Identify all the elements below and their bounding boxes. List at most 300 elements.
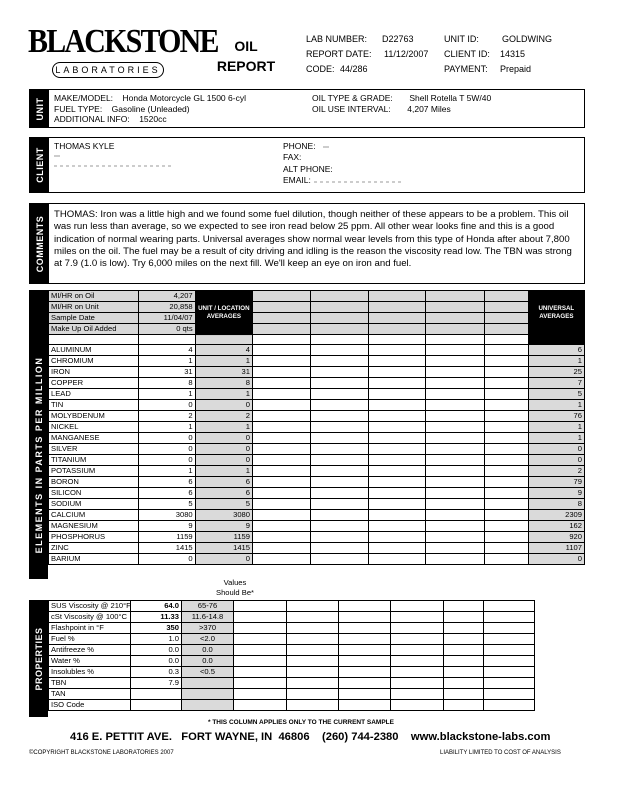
- sample-info-label: MI/HR on Unit: [49, 302, 139, 313]
- property-empty-cell: [391, 700, 444, 711]
- property-empty-cell: [484, 601, 535, 612]
- element-row: [49, 444, 585, 455]
- element-empty-cell: [368, 543, 425, 554]
- sample-info-value: 4,207: [139, 291, 195, 302]
- element-name: BARIUM: [49, 554, 139, 565]
- additional-info-label: ADDITIONAL INFO:: [54, 114, 130, 124]
- property-empty-cell: [391, 689, 444, 700]
- element-universal-avg: 25: [528, 367, 584, 378]
- sample-info-empty-cell: [311, 324, 368, 335]
- element-name: BORON: [49, 477, 139, 488]
- property-empty-cell: [444, 689, 484, 700]
- element-empty-cell: [311, 466, 368, 477]
- element-empty-cell: [484, 455, 528, 466]
- email-label: EMAIL:: [283, 174, 311, 185]
- element-empty-cell: [484, 532, 528, 543]
- elements-section: [29, 290, 585, 580]
- sample-info-empty-cell: [484, 291, 528, 302]
- element-empty-cell: [484, 411, 528, 422]
- element-universal-avg: 76: [528, 411, 584, 422]
- element-unit-avg: 1415: [195, 543, 252, 554]
- sample-info-row: [49, 291, 585, 302]
- element-name: MAGNESIUM: [49, 521, 139, 532]
- element-universal-avg: 1: [528, 356, 584, 367]
- element-empty-cell: [484, 499, 528, 510]
- element-unit-avg: 2: [195, 411, 252, 422]
- spacer-cell: [311, 335, 368, 345]
- element-empty-cell: [253, 400, 311, 411]
- property-row: [49, 645, 535, 656]
- element-row: [49, 477, 585, 488]
- report-title-line2: REPORT: [216, 58, 276, 74]
- report-title-line1: OIL: [234, 38, 258, 54]
- property-row: [49, 689, 535, 700]
- header-right-values: [500, 32, 552, 77]
- property-should-be: 11.6-14.8: [182, 612, 234, 623]
- element-row: [49, 554, 585, 565]
- element-universal-avg: 1: [528, 433, 584, 444]
- property-empty-cell: [484, 612, 535, 623]
- sample-info-empty-cell: [484, 313, 528, 324]
- property-empty-cell: [234, 656, 287, 667]
- element-universal-avg: 1107: [528, 543, 584, 554]
- element-empty-cell: [484, 378, 528, 389]
- property-empty-cell: [234, 678, 287, 689]
- element-row: [49, 367, 585, 378]
- sample-info-empty-cell: [368, 313, 425, 324]
- element-universal-avg: 6: [528, 345, 584, 356]
- element-empty-cell: [484, 488, 528, 499]
- element-empty-cell: [311, 345, 368, 356]
- logo-text: BLACKSTONE: [28, 23, 218, 60]
- sample-info-empty-cell: [426, 291, 484, 302]
- element-empty-cell: [484, 356, 528, 367]
- element-unit-avg: 8: [195, 378, 252, 389]
- make-model: Honda Motorcycle GL 1500 6-cyl: [122, 93, 246, 103]
- element-universal-avg: 0: [528, 455, 584, 466]
- element-empty-cell: [368, 400, 425, 411]
- property-empty-cell: [391, 623, 444, 634]
- property-empty-cell: [234, 689, 287, 700]
- property-empty-cell: [287, 689, 339, 700]
- element-empty-cell: [368, 433, 425, 444]
- sample-info-empty-cell: [368, 302, 425, 313]
- property-empty-cell: [234, 623, 287, 634]
- property-empty-cell: [234, 667, 287, 678]
- property-row: [49, 612, 535, 623]
- oil-type-label: OIL TYPE & GRADE:: [312, 93, 393, 103]
- property-row: [49, 623, 535, 634]
- element-empty-cell: [484, 433, 528, 444]
- element-empty-cell: [426, 466, 484, 477]
- element-row: [49, 411, 585, 422]
- property-empty-cell: [287, 700, 339, 711]
- sample-info-label: MI/HR on Oil: [49, 291, 139, 302]
- property-row: [49, 700, 535, 711]
- element-empty-cell: [484, 477, 528, 488]
- property-empty-cell: [484, 678, 535, 689]
- element-empty-cell: [426, 389, 484, 400]
- element-unit-avg: 0: [195, 400, 252, 411]
- spacer-cell: [368, 335, 425, 345]
- property-empty-cell: [339, 689, 391, 700]
- property-empty-cell: [287, 678, 339, 689]
- property-should-be: [182, 678, 234, 689]
- element-empty-cell: [368, 444, 425, 455]
- property-row: [49, 667, 535, 678]
- sample-info-empty-cell: [311, 313, 368, 324]
- spacer-cell: [139, 335, 195, 345]
- element-empty-cell: [368, 521, 425, 532]
- element-unit-avg: 6: [195, 488, 252, 499]
- property-should-be: 0.0: [182, 645, 234, 656]
- element-value: 8: [139, 378, 195, 389]
- element-empty-cell: [426, 510, 484, 521]
- property-empty-cell: [484, 667, 535, 678]
- element-unit-avg: 9: [195, 521, 252, 532]
- property-empty-cell: [444, 601, 484, 612]
- element-empty-cell: [426, 411, 484, 422]
- spacer-cell: [195, 335, 252, 345]
- sample-info-row: [49, 324, 585, 335]
- element-empty-cell: [253, 422, 311, 433]
- fuel-type: Gasoline (Unleaded): [111, 103, 190, 114]
- element-empty-cell: [253, 367, 311, 378]
- property-name: Water %: [49, 656, 131, 667]
- header-right-labels: [444, 32, 490, 77]
- element-empty-cell: [426, 488, 484, 499]
- element-empty-cell: [253, 378, 311, 389]
- element-empty-cell: [368, 389, 425, 400]
- additional-info: 1520cc: [139, 114, 167, 124]
- element-empty-cell: [484, 521, 528, 532]
- report-title: [208, 36, 284, 76]
- element-row: [49, 389, 585, 400]
- element-row: [49, 422, 585, 433]
- element-empty-cell: [253, 433, 311, 444]
- element-unit-avg: 5: [195, 499, 252, 510]
- element-row: [49, 488, 585, 499]
- element-empty-cell: [484, 389, 528, 400]
- element-name: NICKEL: [49, 422, 139, 433]
- property-value: 11.33: [131, 612, 182, 623]
- property-empty-cell: [234, 601, 287, 612]
- element-empty-cell: [311, 554, 368, 565]
- property-empty-cell: [484, 700, 535, 711]
- elements-table: [48, 290, 585, 565]
- property-empty-cell: [391, 601, 444, 612]
- element-empty-cell: [426, 532, 484, 543]
- unit-right-block: [312, 93, 491, 114]
- sample-info-value: 11/04/07: [139, 313, 195, 324]
- element-universal-avg: 0: [528, 554, 584, 565]
- values-should-be-label: Values Should Be*: [216, 578, 254, 597]
- property-empty-cell: [287, 656, 339, 667]
- code-label: CODE:: [306, 64, 335, 74]
- element-unit-avg: 0: [195, 554, 252, 565]
- element-empty-cell: [426, 356, 484, 367]
- element-empty-cell: [426, 477, 484, 488]
- element-name: POTASSIUM: [49, 466, 139, 477]
- property-empty-cell: [444, 612, 484, 623]
- element-value: 9: [139, 521, 195, 532]
- property-empty-cell: [391, 634, 444, 645]
- property-empty-cell: [339, 623, 391, 634]
- element-empty-cell: [426, 554, 484, 565]
- footnote: * THIS COLUMN APPLIES ONLY TO THE CURRENT SAMPLE: [208, 719, 394, 726]
- element-empty-cell: [311, 400, 368, 411]
- element-unit-avg: 31: [195, 367, 252, 378]
- property-should-be: <2.0: [182, 634, 234, 645]
- sample-info-empty-cell: [253, 324, 311, 335]
- element-empty-cell: [426, 543, 484, 554]
- property-should-be: 0.0: [182, 656, 234, 667]
- element-unit-avg: 1: [195, 422, 252, 433]
- property-empty-cell: [287, 601, 339, 612]
- element-name: COPPER: [49, 378, 139, 389]
- property-empty-cell: [234, 700, 287, 711]
- report-date-label: REPORT DATE:: [306, 49, 372, 59]
- sample-info-row: [49, 313, 585, 324]
- client-id: 14315: [500, 49, 526, 59]
- element-empty-cell: [253, 543, 311, 554]
- comments-text: THOMAS: Iron was a little high and we found some fuel dilution, though neither of these appears to be a problem. This oil was run less than average, so we expected to see iron read below 25 ppm. All other wear looks fine and this is a good indication of normal wearing parts. Universal averages show normal wear levels from this type of Honda after about 7,800 miles on the oil. The fuel may be a result of city driving and idling is the reason the viscosity read low. The TBN was strong at 7.9 (1.0 is low). Try 6,000 miles on the next fill. We'll keep an eye on iron and fuel.: [54, 209, 572, 270]
- payment: Prepaid: [500, 64, 532, 74]
- element-empty-cell: [484, 543, 528, 554]
- element-empty-cell: [484, 422, 528, 433]
- sample-info-empty-cell: [253, 291, 311, 302]
- sample-info-empty-cell: [311, 291, 368, 302]
- property-empty-cell: [444, 623, 484, 634]
- element-empty-cell: [426, 499, 484, 510]
- element-empty-cell: [253, 477, 311, 488]
- property-empty-cell: [484, 656, 535, 667]
- element-unit-avg: 0: [195, 455, 252, 466]
- element-row: [49, 455, 585, 466]
- property-value: 0.0: [131, 656, 182, 667]
- comments-section: [29, 203, 585, 284]
- property-empty-cell: [391, 667, 444, 678]
- property-empty-cell: [391, 656, 444, 667]
- property-empty-cell: [234, 612, 287, 623]
- property-empty-cell: [484, 623, 535, 634]
- property-empty-cell: [444, 667, 484, 678]
- element-value: 1159: [139, 532, 195, 543]
- sample-info-empty-cell: [311, 302, 368, 313]
- element-empty-cell: [368, 356, 425, 367]
- property-empty-cell: [444, 656, 484, 667]
- element-universal-avg: 162: [528, 521, 584, 532]
- element-empty-cell: [311, 477, 368, 488]
- element-name: MOLYBDENUM: [49, 411, 139, 422]
- property-empty-cell: [444, 700, 484, 711]
- element-row: [49, 433, 585, 444]
- element-row: [49, 466, 585, 477]
- element-universal-avg: 0: [528, 444, 584, 455]
- property-empty-cell: [234, 634, 287, 645]
- element-empty-cell: [368, 422, 425, 433]
- property-empty-cell: [444, 634, 484, 645]
- element-empty-cell: [426, 345, 484, 356]
- phone-redacted: [323, 146, 329, 148]
- property-empty-cell: [391, 678, 444, 689]
- element-empty-cell: [311, 378, 368, 389]
- property-value: [131, 689, 182, 700]
- property-empty-cell: [339, 645, 391, 656]
- spacer-cell: [253, 335, 311, 345]
- element-empty-cell: [253, 466, 311, 477]
- properties-section-tab: PROPERTIES: [29, 600, 48, 717]
- property-name: Flashpoint in °F: [49, 623, 131, 634]
- sample-info-value: 20,858: [139, 302, 195, 313]
- email-redacted: [314, 181, 404, 183]
- property-should-be: 65-76: [182, 601, 234, 612]
- element-empty-cell: [311, 367, 368, 378]
- element-empty-cell: [368, 466, 425, 477]
- spacer-cell: [426, 335, 484, 345]
- element-empty-cell: [368, 411, 425, 422]
- element-value: 3080: [139, 510, 195, 521]
- element-name: LEAD: [49, 389, 139, 400]
- element-empty-cell: [253, 554, 311, 565]
- element-unit-avg: 1159: [195, 532, 252, 543]
- element-row: [49, 356, 585, 367]
- client-name: THOMAS KYLE: [54, 141, 115, 151]
- sample-info-label: Sample Date: [49, 313, 139, 324]
- report-date: 11/12/2007: [384, 49, 429, 59]
- element-row: [49, 345, 585, 356]
- element-empty-cell: [311, 422, 368, 433]
- element-empty-cell: [253, 345, 311, 356]
- element-empty-cell: [368, 345, 425, 356]
- element-value: 31: [139, 367, 195, 378]
- element-empty-cell: [311, 389, 368, 400]
- properties-table: [48, 600, 535, 711]
- logo-subtitle: LABORATORIES: [52, 62, 164, 78]
- element-unit-avg: 3080: [195, 510, 252, 521]
- client-address-block: [54, 141, 172, 167]
- property-empty-cell: [391, 645, 444, 656]
- element-empty-cell: [368, 378, 425, 389]
- element-name: TITANIUM: [49, 455, 139, 466]
- element-value: 0: [139, 433, 195, 444]
- element-empty-cell: [253, 521, 311, 532]
- property-empty-cell: [444, 645, 484, 656]
- sample-info-empty-cell: [484, 324, 528, 335]
- element-value: 0: [139, 554, 195, 565]
- element-value: 1415: [139, 543, 195, 554]
- header-left-values: [340, 32, 428, 77]
- property-name: ISO Code: [49, 700, 131, 711]
- payment-label: PAYMENT:: [444, 64, 488, 74]
- footer-address: 416 E. PETTIT AVE. FORT WAYNE, IN 46806 (260) 744-2380 www.blackstone-labs.com: [70, 731, 551, 743]
- property-value: [131, 700, 182, 711]
- property-empty-cell: [234, 645, 287, 656]
- element-empty-cell: [253, 488, 311, 499]
- element-value: 0: [139, 444, 195, 455]
- element-empty-cell: [311, 499, 368, 510]
- element-empty-cell: [368, 477, 425, 488]
- element-empty-cell: [368, 455, 425, 466]
- property-empty-cell: [484, 645, 535, 656]
- sample-info-empty-cell: [368, 291, 425, 302]
- element-unit-avg: 1: [195, 466, 252, 477]
- property-name: SUS Viscosity @ 210°F: [49, 601, 131, 612]
- element-empty-cell: [311, 543, 368, 554]
- property-row: [49, 656, 535, 667]
- element-row: [49, 510, 585, 521]
- element-empty-cell: [253, 356, 311, 367]
- element-unit-avg: 4: [195, 345, 252, 356]
- property-should-be: <0.5: [182, 667, 234, 678]
- oil-interval: 4,207 Miles: [407, 103, 451, 114]
- make-model-label: MAKE/MODEL:: [54, 93, 114, 103]
- property-row: [49, 634, 535, 645]
- element-empty-cell: [311, 521, 368, 532]
- unit-id-label: UNIT ID:: [444, 34, 479, 44]
- spacer-row: [49, 335, 585, 345]
- property-should-be: [182, 689, 234, 700]
- alt-phone-label: ALT PHONE:: [283, 163, 333, 174]
- spacer-cell: [484, 335, 528, 345]
- element-universal-avg: 920: [528, 532, 584, 543]
- element-value: 5: [139, 499, 195, 510]
- element-name: CHROMIUM: [49, 356, 139, 367]
- element-row: [49, 378, 585, 389]
- property-name: Antifreeze %: [49, 645, 131, 656]
- element-value: 0: [139, 400, 195, 411]
- property-empty-cell: [287, 645, 339, 656]
- sample-info-empty-cell: [253, 302, 311, 313]
- element-name: ALUMINUM: [49, 345, 139, 356]
- spacer-cell: [528, 335, 584, 345]
- client-id-label: CLIENT ID:: [444, 49, 490, 59]
- unit-id: GOLDWING: [502, 34, 553, 44]
- property-row: [49, 601, 535, 612]
- element-empty-cell: [484, 554, 528, 565]
- element-empty-cell: [311, 433, 368, 444]
- element-empty-cell: [484, 466, 528, 477]
- element-empty-cell: [253, 455, 311, 466]
- element-value: 6: [139, 477, 195, 488]
- property-empty-cell: [287, 623, 339, 634]
- client-address-redacted: [54, 155, 60, 157]
- property-value: 7.9: [131, 678, 182, 689]
- footer-liability: LIABILITY LIMITED TO COST OF ANALYSIS: [440, 750, 561, 756]
- element-universal-avg: 5: [528, 389, 584, 400]
- element-value: 1: [139, 389, 195, 400]
- element-universal-avg: 2309: [528, 510, 584, 521]
- element-empty-cell: [253, 499, 311, 510]
- property-empty-cell: [484, 689, 535, 700]
- element-value: 1: [139, 466, 195, 477]
- element-unit-avg: 6: [195, 477, 252, 488]
- property-empty-cell: [287, 667, 339, 678]
- property-value: 350: [131, 623, 182, 634]
- element-empty-cell: [484, 444, 528, 455]
- sample-info-label: Make Up Oil Added: [49, 324, 139, 335]
- element-row: [49, 499, 585, 510]
- property-empty-cell: [287, 612, 339, 623]
- sample-info-empty-cell: [253, 313, 311, 324]
- property-name: TBN: [49, 678, 131, 689]
- sample-info-empty-cell: [368, 324, 425, 335]
- element-name: CALCIUM: [49, 510, 139, 521]
- element-empty-cell: [426, 444, 484, 455]
- unit-avg-header: UNIT / LOCATION AVERAGES: [195, 291, 252, 335]
- element-empty-cell: [311, 444, 368, 455]
- element-empty-cell: [368, 499, 425, 510]
